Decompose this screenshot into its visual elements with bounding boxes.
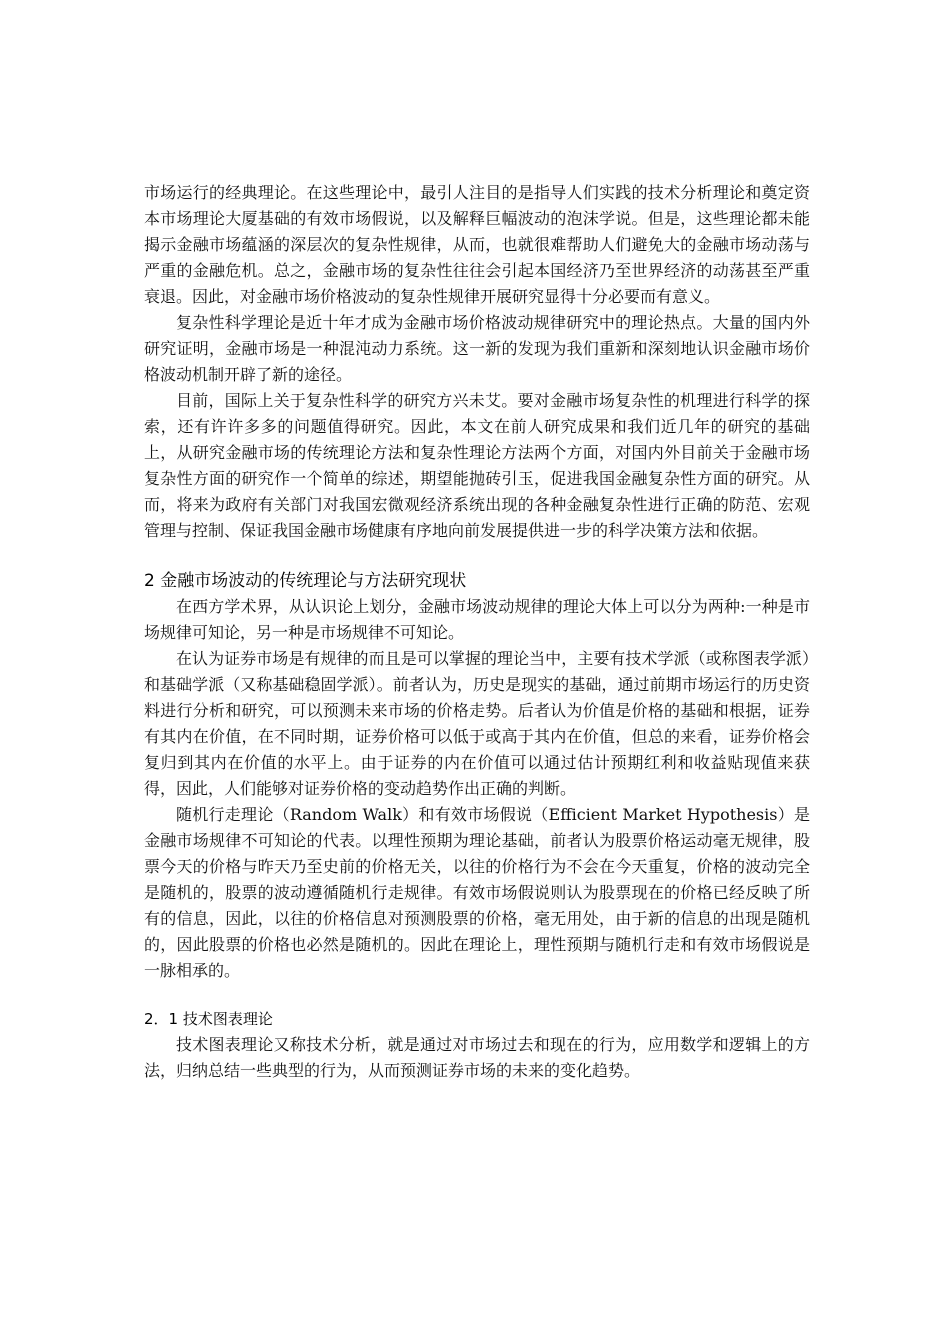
document-body [144,180,810,1084]
paragraph-intro-1: 市场运行的经典理论。在这些理论中，最引人注目的是指导人们实践的技术分析理论和奠定资本市场理论大厦基础的有效市场假说，以及解释巨幅波动的泡沫学说。但是，这些理论都未能揭示金融市场蕴涵的深层次的复杂性规律，从而，也就很难帮助人们避免大的金融市场动荡与严重的金融危机。总之，金融市场的复杂性往往会引起本国经济乃至世界经济的动荡甚至严重衰退。因此，对金融市场价格波动的复杂性规律开展研究显得十分必要而有意义。 [144,183,810,306]
section-2-paragraph-2: 在认为证券市场是有规律的而且是可以掌握的理论当中，主要有技术学派（或称图表学派）和基础学派（又称基础稳固学派）。前者认为，历史是现实的基础，通过前期市场运行的历史资料进行分析和研究，可以预测未来市场的价格走势。后者认为价值是价格的基础和根据，证券有其内在价值，在不同时期，证券价格可以低于或高于其内在价值，但总的来看，证券价格会复归到其内在价值的水平上。由于证券的内在价值可以通过估计预期红利和收益贴现值来获得，因此，人们能够对证券价格的变动趋势作出正确的判断。 [144,649,810,798]
section-2-paragraph-1: 在西方学术界，从认识论上划分，金融市场波动规律的理论大体上可以分为两种:一种是市场规律可知论，另一种是市场规律不可知论。 [144,597,810,642]
paragraph-intro-3: 目前，国际上关于复杂性科学的研究方兴未艾。要对金融市场复杂性的机理进行科学的探索，还有许许多多的问题值得研究。因此，本文在前人研究成果和我们近几年的研究的基础上，从研究金融市场的传统理论方法和复杂性理论方法两个方面，对国内外目前关于金融市场复杂性方面的研究作一个简单的综述，期望能抛砖引玉，促进我国金融复杂性方面的研究。从而，将来为政府有关部门对我国宏微观经济系统出现的各种金融复杂性进行正确的防范、宏观管理与控制、保证我国金融市场健康有序地向前发展提供进一步的科学决策方法和依据。 [144,391,810,540]
section-2-1-heading: 2．1 技术图表理论 [144,1010,273,1028]
section-2-paragraph-3: 随机行走理论（Random Walk）和有效市场假说（Efficient Market Hypothesis）是金融市场规律不可知论的代表。以理性预期为理论基础，前者认为股票价格运动毫无规律，股票今天的价格与昨天乃至史前的价格无关，以往的价格行为不会在今天重复，价格的波动完全是随机的，股票的波动遵循随机行走规律。有效市场假说则认为股票现在的价格已经反映了所有的信息，因此，以往的价格信息对预测股票的价格，毫无用处，由于新的信息的出现是随机的，因此股票的价格也必然是随机的。因此在理论上，理性预期与随机行走和有效市场假说是一脉相承的。 [144,805,810,980]
section-2-1-paragraph-1: 技术图表理论又称技术分析，就是通过对市场过去和现在的行为，应用数学和逻辑上的方法，归纳总结一些典型的行为，从而预测证券市场的未来的变化趋势。 [144,1035,810,1080]
section-2-heading: 2 金融市场波动的传统理论与方法研究现状 [144,571,467,591]
paragraph-intro-2: 复杂性科学理论是近十年才成为金融市场价格波动规律研究中的理论热点。大量的国内外研究证明，金融市场是一种混沌动力系统。这一新的发现为我们重新和深刻地认识金融市场价格波动机制开辟了新的途径。 [144,313,810,384]
